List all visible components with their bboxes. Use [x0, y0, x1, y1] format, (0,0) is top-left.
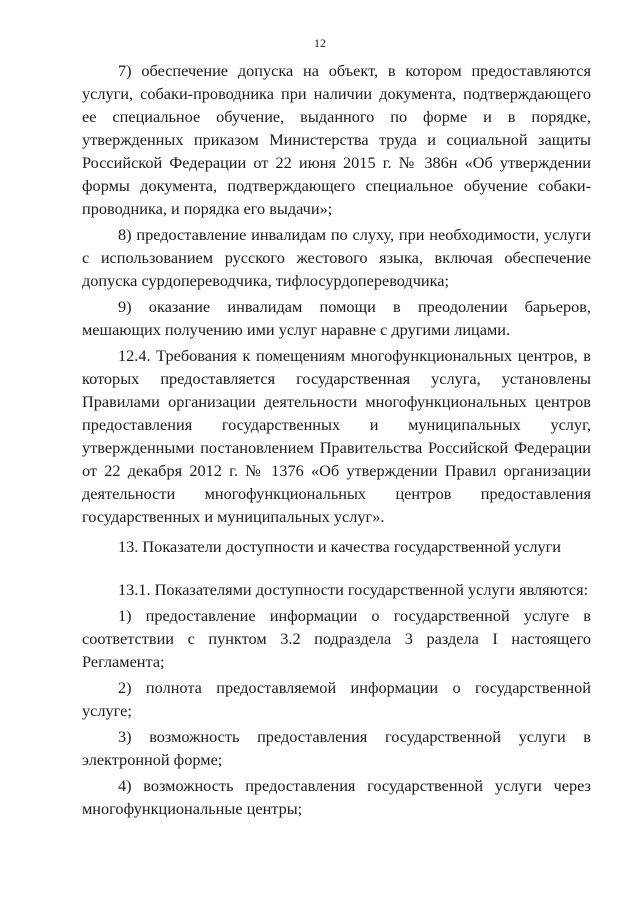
- paragraph-item-8: 8) предоставление инвалидам по слуху, при необходимости, услуги с использованием русского жестового языка, включая обеспечение допуска сурдопереводчика, тифлосурдопереводчика;: [82, 225, 591, 290]
- section-heading: 13. Показатели доступности и качества государственной услуги: [118, 537, 561, 556]
- paragraph-13-1: 13.1. Показателями доступности государственной услуги являются:: [118, 580, 589, 599]
- paragraph-item-9: 9) оказание инвалидам помощи в преодолении барьеров, мешающих получению ими услуг наравне с другими лицами.: [82, 297, 591, 339]
- paragraph-12-4: 12.4. Требования к помещениям многофункциональных центров, в которых предоставляется государственная услуга, установлены Правилами организации деятельности многофункциональных центров предоставления государственных и муниципальных услуг, утвержденными постановлением Правительства Российской Федерации от 22 декабря 2012 г. № 1376 «Об утверждении Правил организации деятельности многофункциональных центров предоставления государственных и муниципальных услуг».: [82, 346, 591, 526]
- paragraph-item-7: 7) обеспечение допуска на объект, в котором предоставляются услуги, собаки-проводника при наличии документа, подтверждающего ее специальное обучение, выданного по форме и в порядке, утвержденных приказом Министерства труда и социальной защиты Российской Федерации от 22 июня 2015 г. № 386н «Об утверждении формы документа, подтверждающего специальное обучение собаки-проводника, и порядка его выдачи»;: [82, 61, 591, 218]
- document-body: [82, 59, 591, 823]
- page-number: 12: [314, 36, 326, 50]
- indicator-item-4: 4) возможность предоставления государственной услуги через многофункциональные центры;: [82, 776, 591, 818]
- indicator-item-1: 1) предоставление информации о государственной услуге в соответствии с пунктом 3.2 подраздела 3 раздела I настоящего Регламента;: [82, 606, 591, 671]
- indicator-item-2: 2) полнота предоставляемой информации о государственной услуге;: [82, 678, 591, 720]
- indicator-item-3: 3) возможность предоставления государственной услуги в электронной форме;: [82, 727, 591, 769]
